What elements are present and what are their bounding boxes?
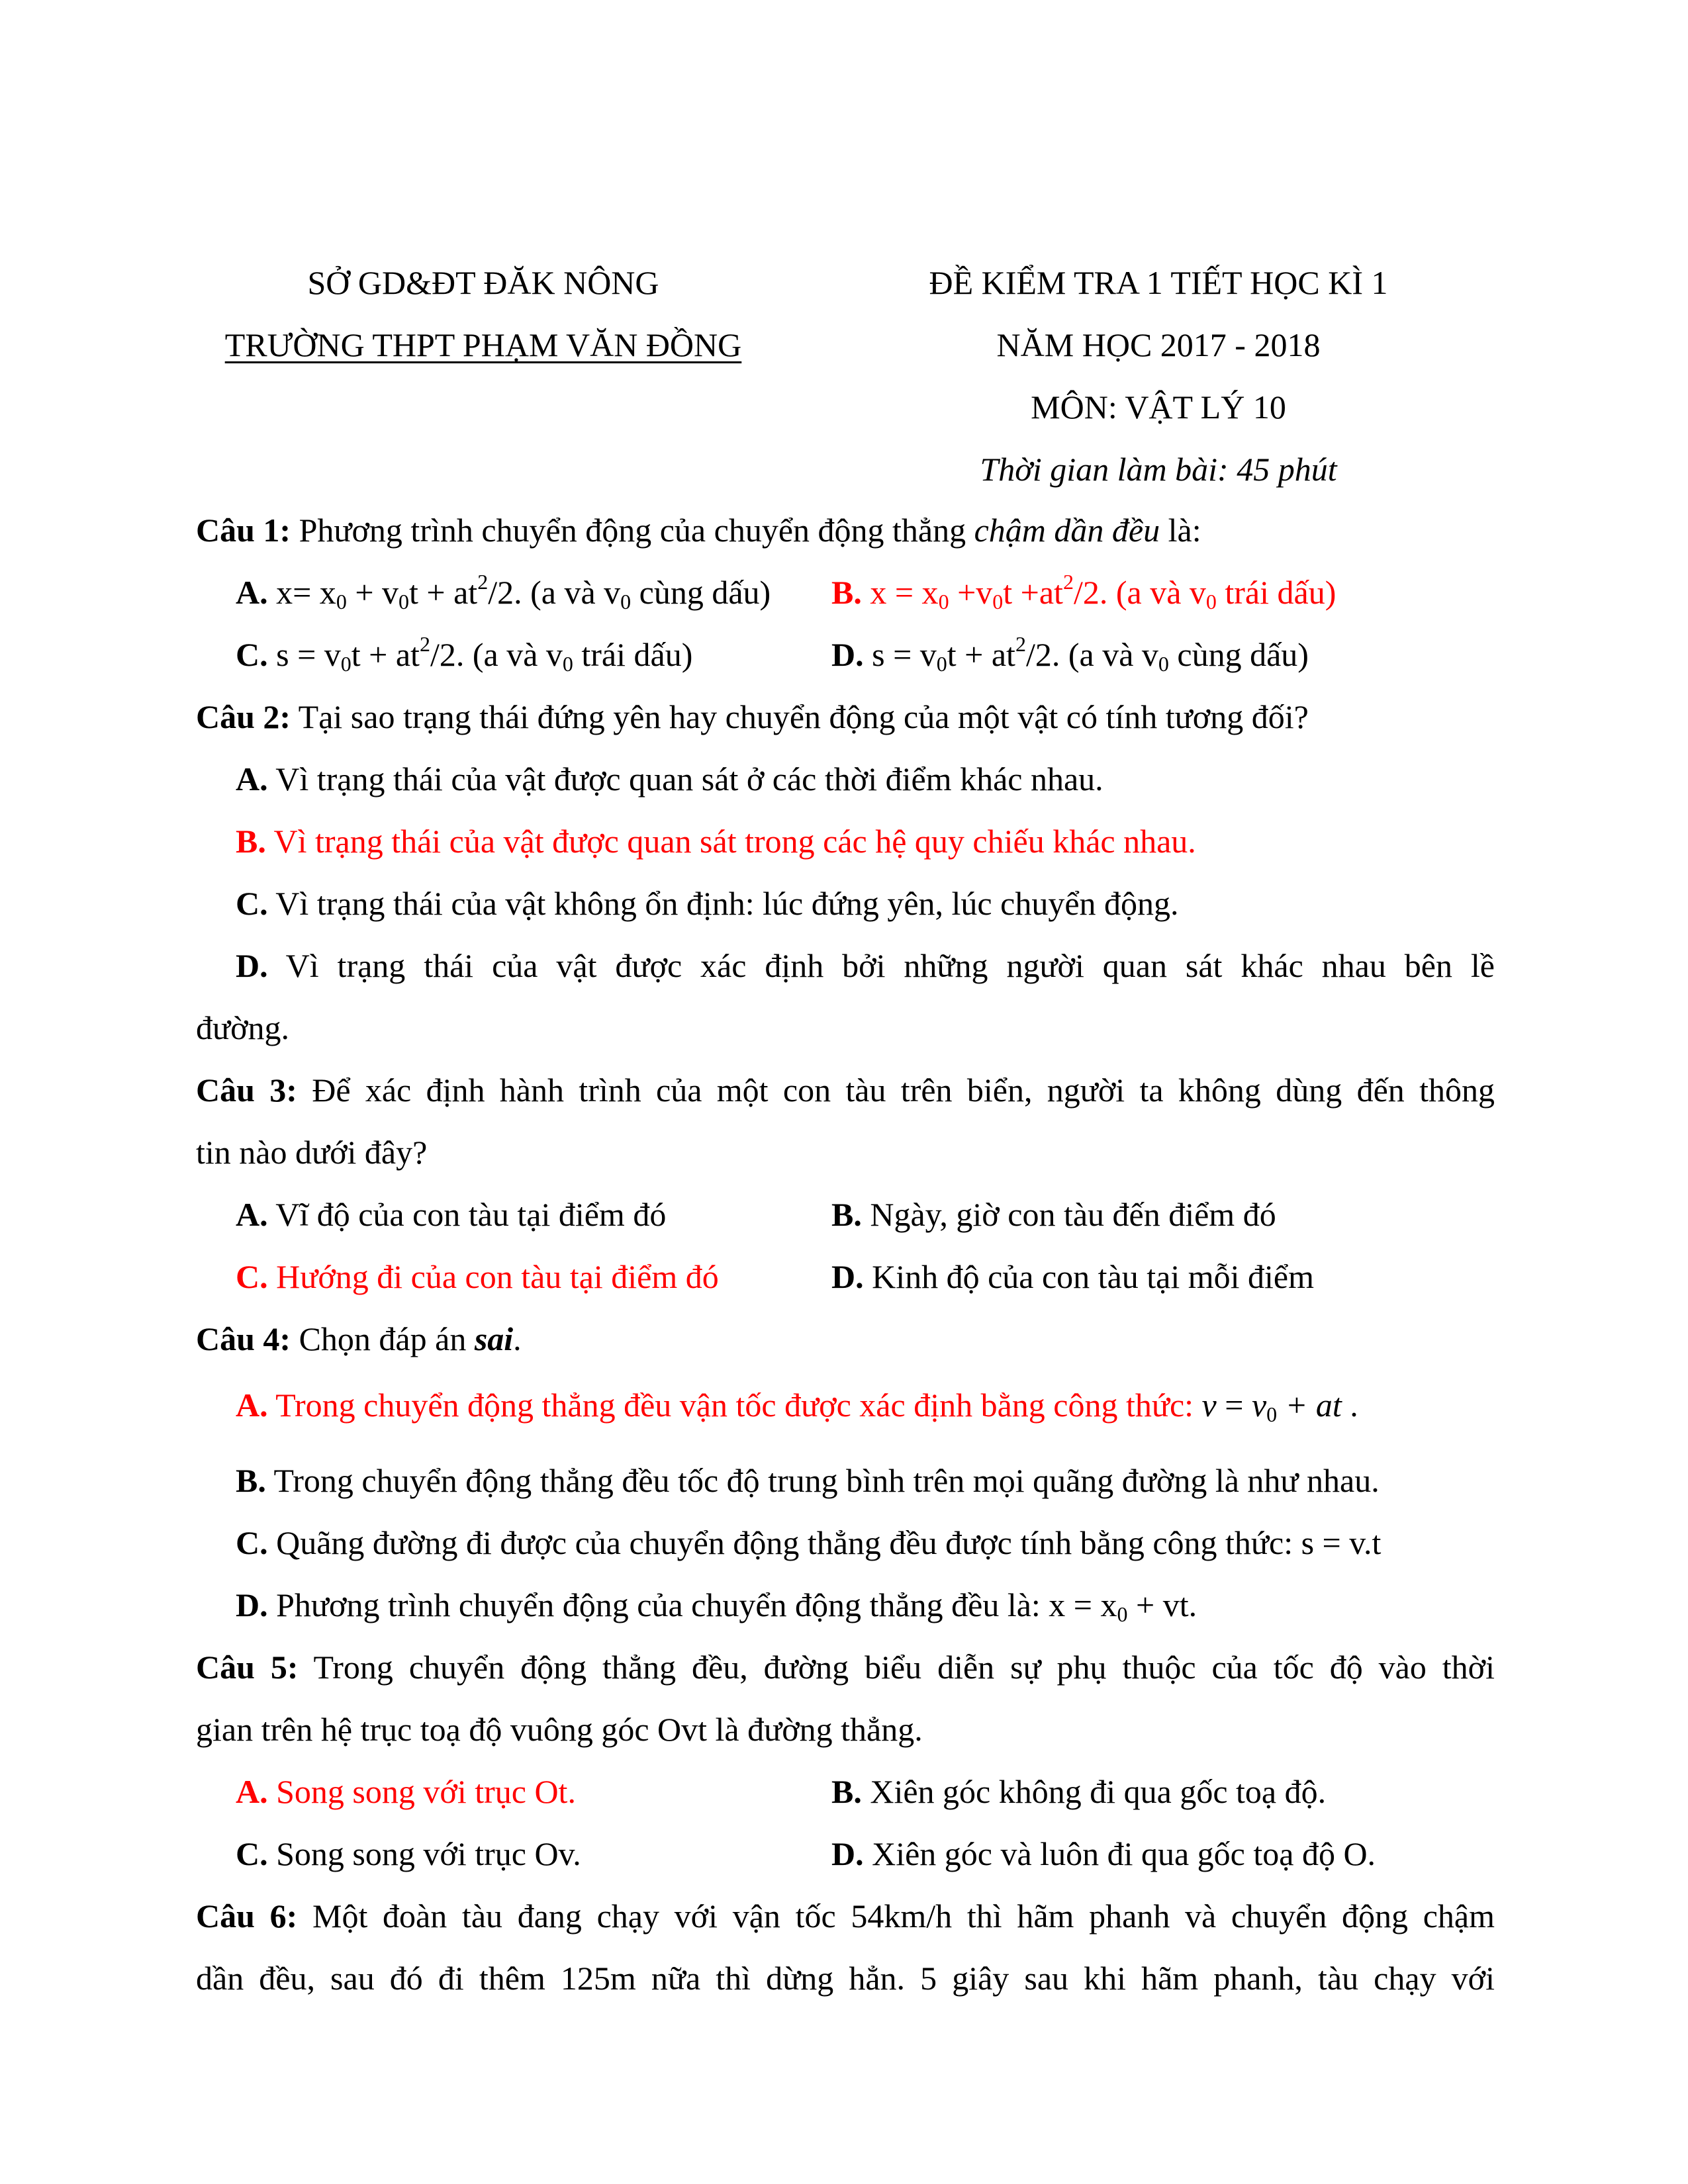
question-1-options-cd <box>196 623 1495 686</box>
question-3-continued: tin nào dưới đây? <box>196 1134 428 1171</box>
option-a-correct[interactable]: A. Trong chuyển động thẳng đều vận tốc được xác định bằng công thức: v = v0 + at . <box>236 1387 1358 1426</box>
option-b-correct[interactable]: B. $x = x_0 +v_0t +at^2/2$. (a và $v_0$ trái dấu) <box>831 570 1336 614</box>
option-d[interactable]: D. Kinh độ của con tàu tại mỗi điểm <box>831 1258 1315 1295</box>
option-b[interactable]: B. Ngày, giờ con tàu đến điểm đó <box>831 1196 1276 1233</box>
duration: Thời gian làm bài: 45 phút <box>980 451 1337 488</box>
department-name: SỞ GD&ĐT ĐĂK NÔNG <box>307 264 659 301</box>
question-5-options-cd <box>196 1823 1495 1885</box>
question-label: Câu 4: <box>196 1320 291 1357</box>
option-c[interactable]: C. $s = v_0t + at^2/2$. (a và $v_0$ trái dấu) <box>236 632 693 676</box>
question-5: Câu 5: Trong chuyển động thẳng đều, đường biểu diễn sự phụ thuộc của tốc độ vào thời <box>196 1649 1495 1686</box>
option-d[interactable]: D. Phương trình chuyển động của chuyển động thẳng đều là: $x = x_0$ + vt. <box>236 1586 1197 1626</box>
option-a[interactable]: A. Vì trạng thái của vật được quan sát ở các thời điểm khác nhau. <box>236 760 1103 797</box>
question-1-options-ab <box>196 561 1495 623</box>
question-label: Câu 1: <box>196 512 291 549</box>
option-d[interactable]: D. Vì trạng thái của vật được xác định bởi những người quan sát khác nhau bên lề <box>236 947 1495 984</box>
question-6: Câu 6: Một đoàn tàu đang chạy với vận tốc 54km/h thì hãm phanh và chuyển động chậm <box>196 1897 1495 1934</box>
formula: v = v0 + at <box>1201 1387 1342 1426</box>
exam-title: ĐỀ KIỂM TRA 1 TIẾT HỌC KÌ 1 <box>929 264 1388 301</box>
question-2: Câu 2: Tại sao trạng thái đứng yên hay chuyển động của một vật có tính tương đối? <box>196 698 1309 735</box>
option-d[interactable]: D. Xiên góc và luôn đi qua gốc toạ độ O. <box>831 1835 1376 1872</box>
option-c[interactable]: C. Song song với trục Ov. <box>236 1835 581 1872</box>
option-b[interactable]: B. Xiên góc không đi qua gốc toạ độ. <box>831 1773 1327 1810</box>
header-left <box>185 251 781 376</box>
option-c[interactable]: C. Vì trạng thái của vật không ổn định: lúc đứng yên, lúc chuyển động. <box>236 885 1179 922</box>
option-c[interactable]: C. Quãng đường đi được của chuyển động thẳng đều được tính bằng công thức: s = v.t <box>236 1524 1382 1561</box>
question-5-options-ab <box>196 1760 1495 1823</box>
question-label: Câu 2: <box>196 698 291 735</box>
question-1: Câu 1: Phương trình chuyển động của chuyển động thẳng chậm dần đều là: <box>196 512 1201 549</box>
option-a[interactable]: A. Vĩ độ của con tàu tại điểm đó <box>236 1196 667 1233</box>
exam-content <box>196 499 1495 2009</box>
option-d[interactable]: D. $s = v_0t + at^2/2$. (a và $v_0$ cùng dấu) <box>831 632 1309 676</box>
question-5-continued: gian trên hệ trục toạ độ vuông góc Ovt là đường thẳng. <box>196 1711 923 1748</box>
school-name: TRƯỜNG THPT PHẠM VĂN ĐỒNG <box>224 326 742 363</box>
question-3-options-ab <box>196 1183 1495 1246</box>
option-a-correct[interactable]: A. Song song với trục Ot. <box>236 1773 576 1810</box>
school-year: NĂM HỌC 2017 - 2018 <box>996 326 1321 363</box>
option-d-continued: đường. <box>196 1009 290 1046</box>
option-c-correct[interactable]: C. Hướng đi của con tàu tại điểm đó <box>236 1258 719 1295</box>
question-3-options-cd <box>196 1246 1495 1308</box>
question-label: Câu 5: <box>196 1649 299 1686</box>
question-label: Câu 6: <box>196 1897 298 1934</box>
header-right <box>861 251 1456 500</box>
question-4: Câu 4: Chọn đáp án sai. <box>196 1320 522 1357</box>
option-b[interactable]: B. Trong chuyển động thẳng đều tốc độ trung bình trên mọi quãng đường là như nhau. <box>236 1462 1380 1499</box>
option-b-correct[interactable]: B. Vì trạng thái của vật được quan sát trong các hệ quy chiếu khác nhau. <box>236 823 1196 860</box>
question-3: Câu 3: Để xác định hành trình của một con tàu trên biển, người ta không dùng đến thông <box>196 1071 1495 1109</box>
question-6-continued: dần đều, sau đó đi thêm 125m nữa thì dừng hẳn. 5 giây sau khi hãm phanh, tàu chạy với <box>196 1960 1495 1997</box>
question-label: Câu 3: <box>196 1071 297 1109</box>
option-a[interactable]: A. $x= x_0 + v_0t + at^2/2$. (a và $v_0$ cùng dấu) <box>236 570 771 614</box>
subject: MÔN: VẬT LÝ 10 <box>1031 388 1286 426</box>
